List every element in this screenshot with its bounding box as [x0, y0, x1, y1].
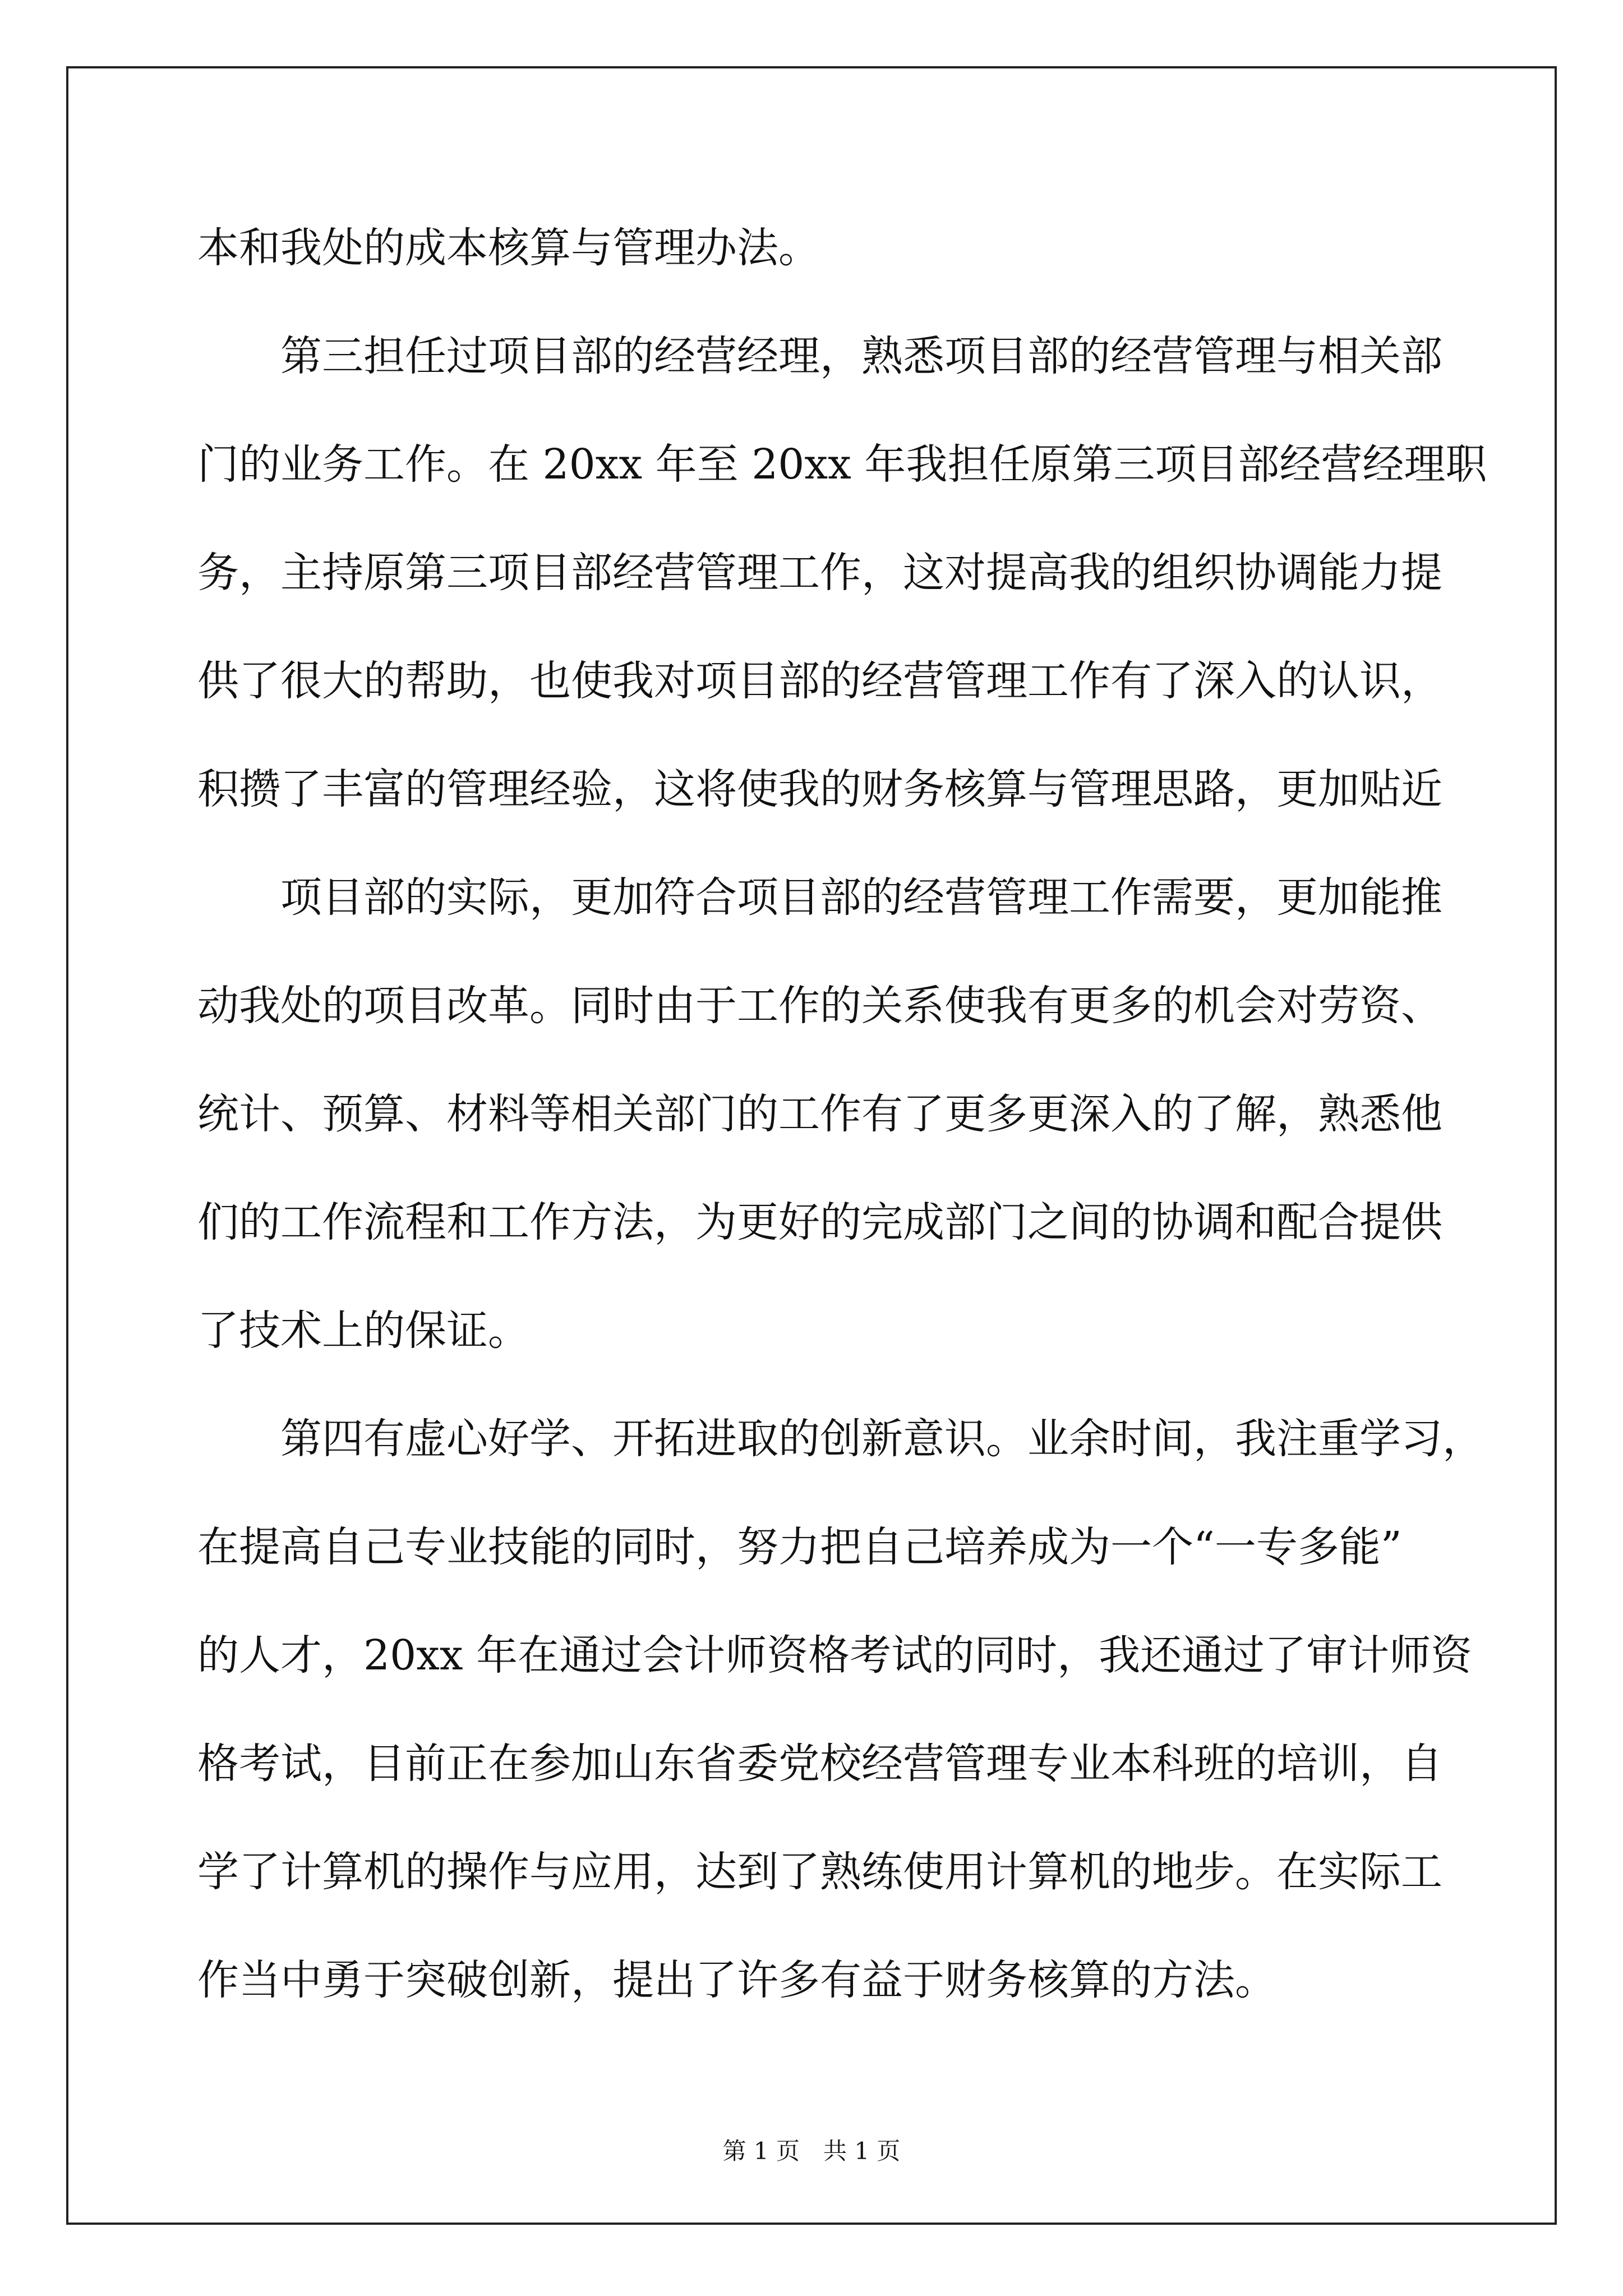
text-line: 统计、预算、材料等相关部门的工作有了更多更深入的了解，熟悉他	[197, 1090, 1442, 1138]
text-line: 供了很大的帮助，也使我对项目部的经营管理工作有了深入的认识，	[197, 657, 1442, 705]
text-line: 了技术上的保证。	[197, 1306, 529, 1355]
text-line: 本和我处的成本核算与管理办法。	[197, 224, 820, 272]
text-line: 在提高自己专业技能的同时，努力把自己培养成为一个“一专多能”	[197, 1523, 1402, 1571]
text-line: 门的业务工作。在 20xx 年至 20xx 年我担任原第三项目部经营经理职	[197, 440, 1487, 489]
text-line: 们的工作流程和工作方法，为更好的完成部门之间的协调和配合提供	[197, 1198, 1442, 1246]
text-line: 第四有虚心好学、开拓进取的创新意识。业余时间，我注重学习，	[280, 1415, 1484, 1463]
text-line: 的人才，20xx 年在通过会计师资格考试的同时，我还通过了审计师资	[197, 1631, 1473, 1680]
text-line: 学了计算机的操作与应用，达到了熟练使用计算机的地步。在实际工	[197, 1848, 1442, 1896]
document-body	[197, 194, 1487, 2035]
text-line: 项目部的实际，更加符合项目部的经营管理工作需要，更加能推	[280, 873, 1442, 922]
text-line: 格考试，目前正在参加山东省委党校经营管理专业本科班的培训，自	[197, 1740, 1442, 1788]
text-line: 第三担任过项目部的经营经理，熟悉项目部的经营管理与相关部	[280, 332, 1442, 380]
text-line: 务，主持原第三项目部经营管理工作，这对提高我的组织协调能力提	[197, 549, 1442, 597]
text-line: 积攒了丰富的管理经验，这将使我的财务核算与管理思路，更加贴近	[197, 765, 1442, 813]
page-footer: 第 1 页 共 1 页	[722, 2137, 901, 2165]
text-line: 作当中勇于突破创新，提出了许多有益于财务核算的方法。	[197, 1956, 1276, 2004]
text-line: 动我处的项目改革。同时由于工作的关系使我有更多的机会对劳资、	[197, 982, 1442, 1030]
